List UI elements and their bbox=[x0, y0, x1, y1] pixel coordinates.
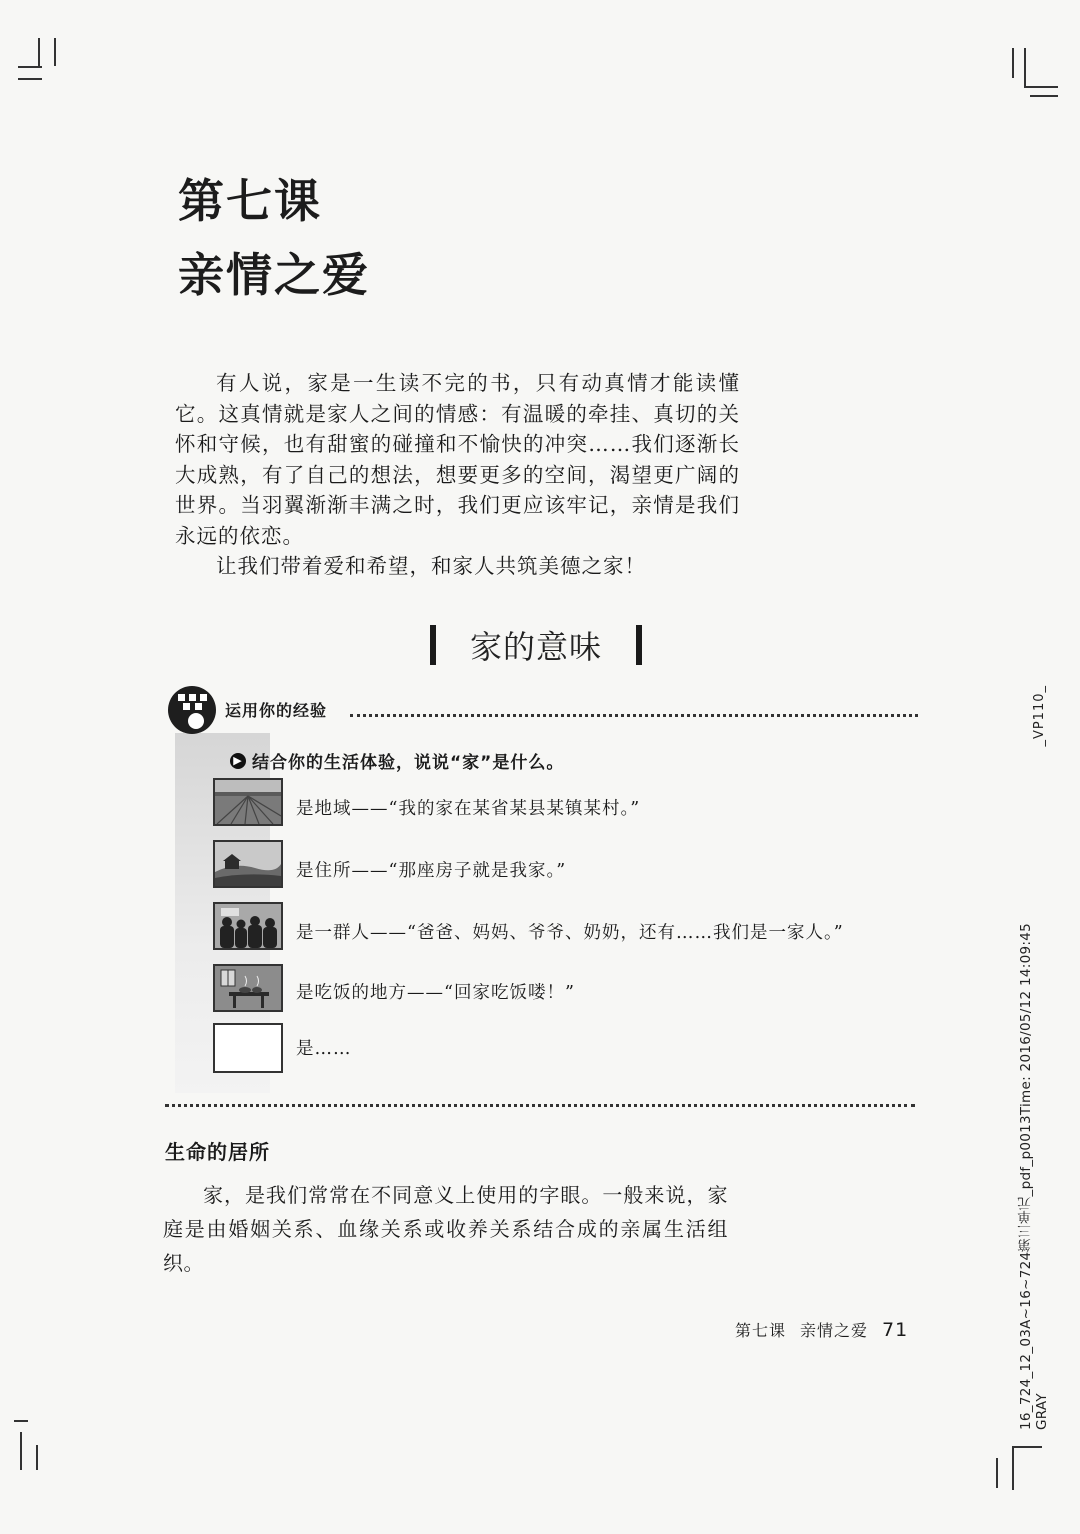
list-item: 是住所——“那座房子就是我家。” bbox=[296, 861, 567, 881]
list-item: 是吃饭的地方——“回家吃饭喽！” bbox=[296, 983, 575, 1003]
crop-mark bbox=[18, 78, 42, 80]
crop-mark bbox=[1012, 1446, 1042, 1448]
section-heading bbox=[430, 622, 642, 668]
crop-mark bbox=[996, 1458, 998, 1488]
lesson-subtitle: 亲情之爱 bbox=[178, 248, 370, 302]
intro-paragraph: 让我们带着爱和希望，和家人共筑美德之家！ bbox=[216, 554, 646, 578]
footer-lesson: 第七课 bbox=[735, 1321, 787, 1340]
arrow-right-icon: ▶ bbox=[230, 753, 246, 769]
page-footer bbox=[735, 1318, 908, 1341]
activity-label: 运用你的经验 bbox=[225, 701, 328, 720]
list-item: 是…… bbox=[296, 1039, 352, 1059]
crop-mark bbox=[1024, 86, 1058, 88]
heading-bar-left bbox=[430, 625, 436, 665]
subsection-heading: 生命的居所 bbox=[165, 1140, 270, 1164]
crop-mark bbox=[20, 1432, 22, 1470]
crop-mark bbox=[54, 38, 56, 66]
farmland-icon bbox=[213, 778, 283, 826]
body-paragraph: 家，是我们常常在不同意义上使用的字眼。一般来说，家庭是由婚姻关系、血缘关系或收养关系结合成的亲属生活组织。 bbox=[163, 1183, 728, 1275]
section-heading-text: 家的意味 bbox=[470, 628, 603, 666]
activity-prompt-text: 结合你的生活体验，说说“家”是什么。 bbox=[252, 753, 565, 773]
list-item: 是一群人——“爸爸、妈妈、爷爷、奶奶，还有……我们是一家人。” bbox=[296, 923, 844, 943]
crop-mark bbox=[1024, 48, 1026, 88]
activity-divider-bottom bbox=[165, 1104, 915, 1107]
footer-title: 亲情之爱 bbox=[800, 1321, 869, 1340]
crop-mark bbox=[38, 38, 40, 66]
crop-mark bbox=[36, 1445, 38, 1470]
dining-icon bbox=[213, 964, 283, 1012]
blank-image-box bbox=[213, 1023, 283, 1073]
printer-info-line: GRAY bbox=[1034, 1393, 1050, 1430]
body-text bbox=[163, 1178, 728, 1280]
crop-mark bbox=[14, 1420, 28, 1422]
lesson-title: 第七课 bbox=[178, 174, 322, 228]
page-number: 71 bbox=[882, 1319, 909, 1341]
activity-icon bbox=[168, 686, 216, 734]
activity-prompt bbox=[230, 748, 564, 773]
family-icon bbox=[213, 902, 283, 950]
crop-mark bbox=[18, 66, 42, 68]
printer-info bbox=[1018, 923, 1050, 1430]
printer-info-line: 16_724_12_03A~16~724第三单元_pdf_p0013Time: 2016/05/12 14:09:45 bbox=[1018, 923, 1034, 1430]
list-item: 是地域——“我的家在某省某县某镇某村。” bbox=[296, 799, 641, 819]
activity-divider-top bbox=[350, 714, 918, 717]
crop-mark bbox=[1030, 95, 1058, 97]
heading-bar-right bbox=[636, 625, 642, 665]
crop-mark bbox=[1012, 48, 1014, 78]
intro-text bbox=[175, 368, 740, 582]
printer-code: _VP110_ bbox=[1032, 685, 1047, 747]
crop-mark bbox=[1012, 1446, 1014, 1490]
house-icon bbox=[213, 840, 283, 888]
intro-paragraph: 有人说，家是一生读不完的书，只有动真情才能读懂它。这真情就是家人之间的情感：有温暖的牵挂、真切的关怀和守候，也有甜蜜的碰撞和不愉快的冲突……我们逐渐长大成熟，有了自己的想法，想要更多的空间，渴望更广阔的世界。当羽翼渐渐丰满之时，我们更应该牢记，亲情是我们永远的依恋。 bbox=[175, 371, 740, 548]
